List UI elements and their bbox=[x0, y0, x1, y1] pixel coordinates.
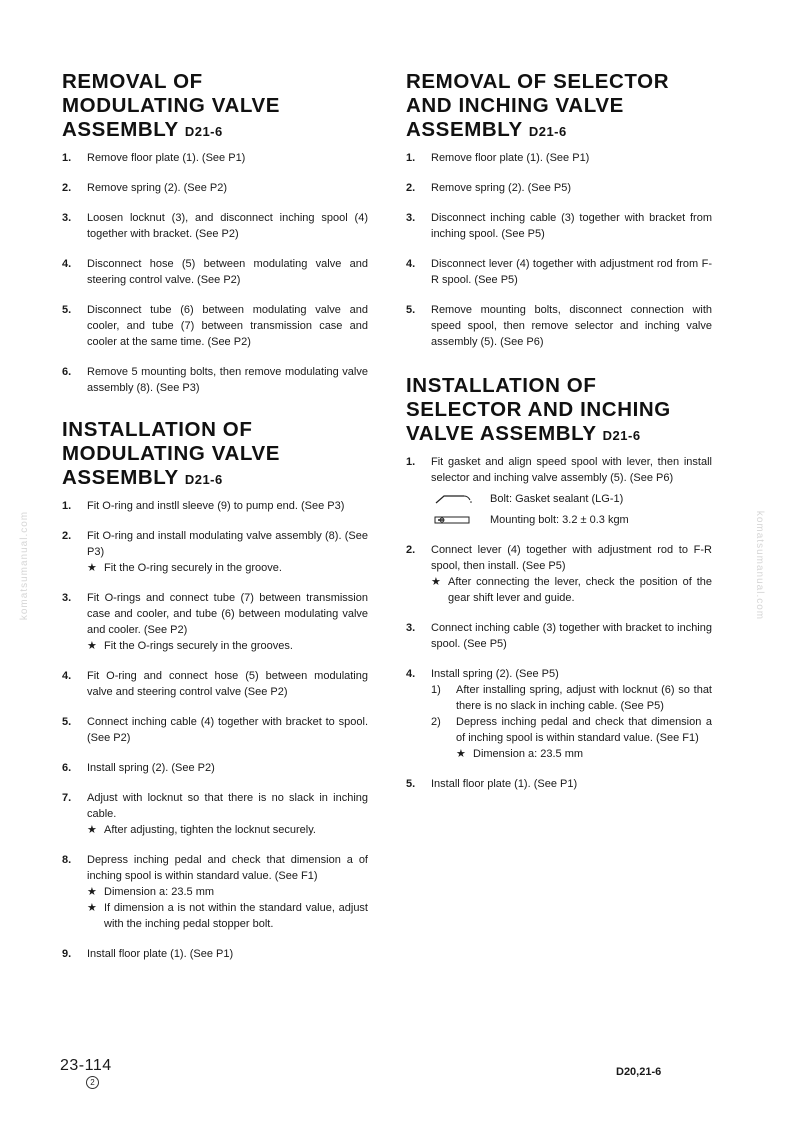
revision-mark: 2 bbox=[86, 1076, 99, 1089]
note: ★ If dimension a is not within the standard value, adjust with the inching pedal stopper bolt. bbox=[87, 902, 368, 930]
step: 5. Connect inching cable (4) together with bracket to spool. (See P2) bbox=[62, 716, 368, 744]
step: 5. Install floor plate (1). (See P1) bbox=[406, 778, 578, 790]
model-tag: D21-6 bbox=[184, 472, 223, 487]
model-tag: D21-6 bbox=[528, 124, 567, 139]
sealant-icon bbox=[434, 493, 480, 506]
watermark-right: komatsumanual.com bbox=[754, 510, 766, 621]
step: 6. Install spring (2). (See P2) bbox=[62, 762, 215, 774]
step: 8. Depress inching pedal and check that dimension a of inching spool is within standard value. (See F1) ★ Dimension a: 23.5 mm ★ If dimension a is not within the standard value, adjust with the inching pedal stopper bolt. bbox=[62, 854, 368, 930]
removal-selector-steps bbox=[406, 150, 712, 350]
spec-sealant: Bolt: Gasket sealant (LG-1) bbox=[434, 491, 712, 507]
model-tag: D21-6 bbox=[184, 124, 223, 139]
step: 4. Fit O-ring and connect hose (5) between modulating valve and steering control valve (See P2) bbox=[62, 670, 368, 698]
note: ★ After adjusting, tighten the locknut securely. bbox=[87, 824, 316, 836]
substep: 2) Depress inching pedal and check that dimension a of inching spool is within standard value. (See F1) ★ Dimension a: 23.5 mm bbox=[431, 716, 712, 760]
step: 1. Remove floor plate (1). (See P1) bbox=[406, 152, 590, 164]
note: ★ Dimension a: 23.5 mm bbox=[87, 886, 215, 898]
step: 1. Fit gasket and align speed spool with lever, then install selector and inching valve assembly (5). (See P6) Bolt: Gasket sealant (LG-1) Mounting bolt: 3.2 ± 0.3 kgm bbox=[406, 456, 712, 526]
note: ★ Dimension a: 23.5 mm bbox=[456, 748, 584, 760]
step: 3. Loosen locknut (3), and disconnect inching spool (4) together with bracket. (See P2) bbox=[62, 212, 368, 240]
note: ★ After connecting the lever, check the position of the gear shift lever and guide. bbox=[431, 576, 712, 604]
right-column bbox=[406, 70, 712, 792]
installation-modulating-steps bbox=[62, 498, 368, 962]
step: 2. Remove spring (2). (See P5) bbox=[406, 182, 571, 194]
step: 3. Fit O-rings and connect tube (7) between transmission case and cooler, and tube (6) between modulating valve and cooler. (See P2) ★ Fit the O-rings securely in the grooves. bbox=[62, 592, 368, 652]
model-code: D20,21-6 bbox=[616, 1066, 662, 1078]
removal-modulating-steps bbox=[62, 150, 368, 396]
step: 2. Remove spring (2). (See P2) bbox=[62, 182, 227, 194]
removal-modulating-valve-heading: REMOVAL OF MODULATING VALVE ASSEMBLY D21-6 bbox=[62, 70, 281, 141]
note: ★ Fit the O-ring securely in the groove. bbox=[87, 562, 282, 574]
step: 5. Remove mounting bolts, disconnect connection with speed spool, then remove selector and inching valve assembly (5). (See P6) bbox=[406, 304, 712, 348]
step: 1. Fit O-ring and instll sleeve (9) to pump end. (See P3) bbox=[62, 500, 345, 512]
step: 4. Install spring (2). (See P5) 1) After installing spring, adjust with locknut (6) so that there is no slack in inching cable. (See P5) 2) Depress inching pedal and check that dimension a of inching spool is within standard value. (See F1) ★ Dimension a: 23.5 mm bbox=[406, 668, 712, 760]
step: 6. Remove 5 mounting bolts, then remove modulating valve assembly (8). (See P3) bbox=[62, 366, 368, 394]
note: ★ Fit the O-rings securely in the grooves. bbox=[87, 640, 293, 652]
step: 9. Install floor plate (1). (See P1) bbox=[62, 948, 234, 960]
step: 2. Fit O-ring and install modulating valve assembly (8). (See P3) ★ Fit the O-ring securely in the groove. bbox=[62, 530, 368, 574]
step: 5. Disconnect tube (6) between modulating valve and cooler, and tube (7) between transmission case and cooler at the same time. (See P2) bbox=[62, 304, 368, 348]
installation-selector-steps bbox=[406, 454, 712, 792]
spec-torque: Mounting bolt: 3.2 ± 0.3 kgm bbox=[434, 512, 712, 528]
step: 3. Connect inching cable (3) together with bracket to inching spool. (See P5) bbox=[406, 622, 712, 650]
installation-selector-valve-heading: INSTALLATION OF SELECTOR AND INCHING VALVE ASSEMBLY D21-6 bbox=[406, 374, 671, 445]
page-number: 23-114 bbox=[60, 1057, 112, 1074]
step: 7. Adjust with locknut so that there is no slack in inching cable. ★ After adjusting, tighten the locknut securely. bbox=[62, 792, 368, 836]
step: 3. Disconnect inching cable (3) together with bracket from inching spool. (See P5) bbox=[406, 212, 712, 240]
installation-modulating-valve-heading: INSTALLATION OF MODULATING VALVE ASSEMBLY D21-6 bbox=[62, 418, 281, 489]
step: 2. Connect lever (4) together with adjustment rod to F-R spool, then install. (See P5) ★ After connecting the lever, check the position of the gear shift lever and guide. bbox=[406, 544, 712, 604]
removal-selector-valve-heading: REMOVAL OF SELECTOR AND INCHING VALVE ASSEMBLY D21-6 bbox=[406, 70, 670, 141]
model-tag: D21-6 bbox=[602, 428, 641, 443]
watermark-left: komatsumanual.com bbox=[19, 510, 31, 621]
step: 4. Disconnect lever (4) together with adjustment rod from F-R spool. (See P5) bbox=[406, 258, 712, 286]
step: 1. Remove floor plate (1). (See P1) bbox=[62, 152, 246, 164]
step: 4. Disconnect hose (5) between modulating valve and steering control valve. (See P2) bbox=[62, 258, 368, 286]
torque-wrench-icon bbox=[434, 514, 480, 527]
substep: 1) After installing spring, adjust with locknut (6) so that there is no slack in inching cable. (See P5) bbox=[431, 684, 712, 712]
left-column bbox=[62, 70, 368, 962]
